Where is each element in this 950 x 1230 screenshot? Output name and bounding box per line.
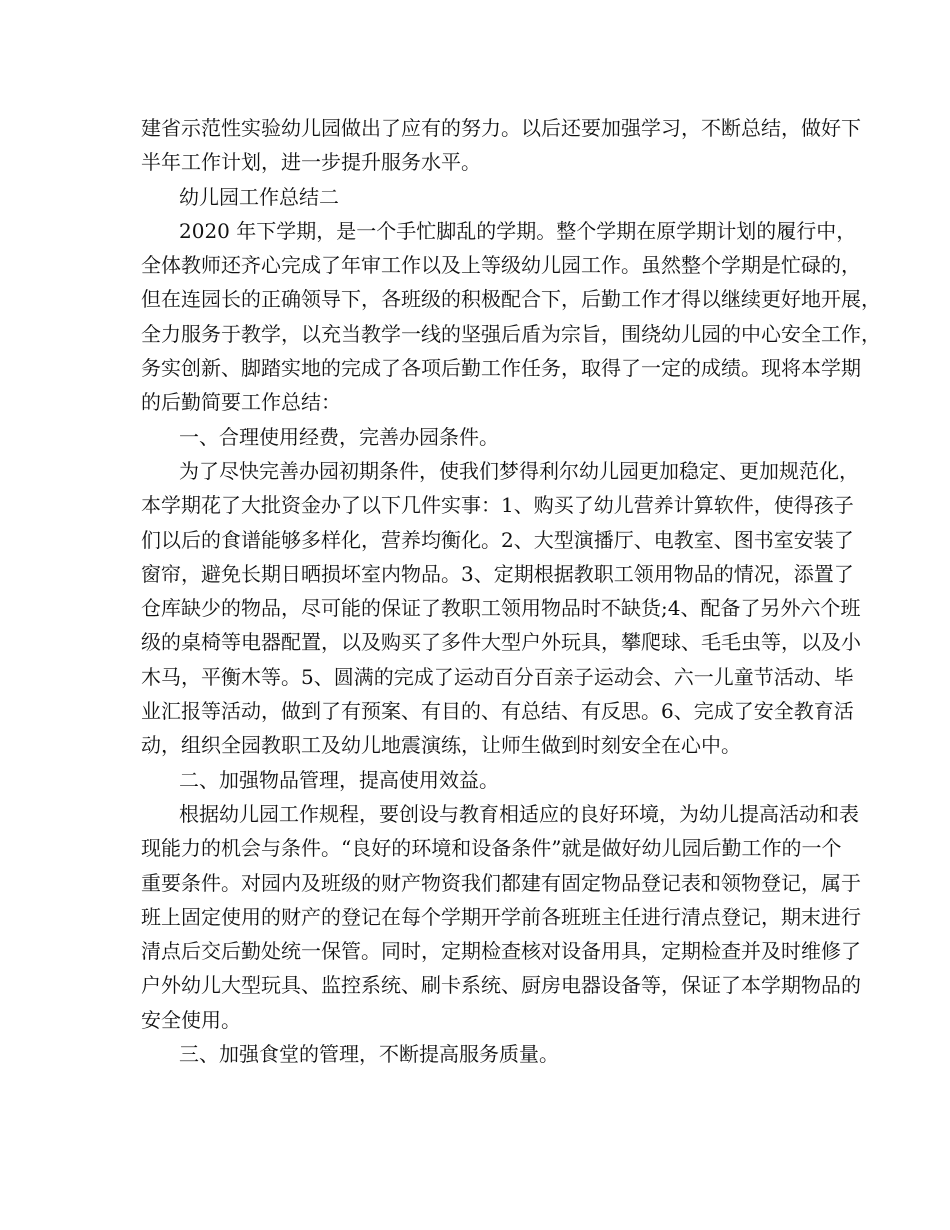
text-line: 业汇报等活动，做到了有预案、有目的、有总结、有反思。6、完成了安全教育活 [141,699,854,724]
text-line: 但在连园长的正确领导下，各班级的积极配合下，后勤工作才得以继续更好地开展， [141,287,881,312]
text-line: 清点后交后勤处统一保管。同时，定期检查核对设备用具，定期检查并及时维修了 [141,939,861,964]
text-line: 建省示范性实验幼儿园做出了应有的努力。以后还要加强学习，不断总结，做好下 [141,116,861,140]
text-line: 半年工作计划，进一步提升服务水平。 [141,150,481,175]
text-line: 户外幼儿大型玩具、监控系统、刷卡系统、厨房电器设备等，保证了本学期物品的 [141,973,861,998]
text-line: 安全使用。 [141,1007,241,1032]
text-line: 本学期花了大批资金办了以下几件实事：1、购买了幼儿营养计算软件，使得孩子 [141,493,854,518]
text-line: 的后勤简要工作总结： [141,390,341,415]
document-body [141,111,881,1071]
text-line: 重要条件。对园内及班级的财产物资我们都建有固定物品登记表和领物登记，属于 [141,870,861,895]
text-line: 2020 年下学期，是一个手忙脚乱的学期。整个学期在原学期计划的履行中， [179,218,857,243]
text-line: 根据幼儿园工作规程，要创设与教育相适应的良好环境，为幼儿提高活动和表 [179,801,859,826]
text-line: 一、合理使用经费，完善办园条件。 [179,424,499,449]
text-line: 二、加强物品管理，提高使用效益。 [179,767,499,792]
text-line: 仓库缺少的物品，尽可能的保证了教职工领用物品时不缺货;4、配备了另外六个班 [141,596,861,621]
text-line: 动，组织全园教职工及幼儿地震演练，让师生做到时刻安全在心中。 [141,733,741,758]
text-line: 现能力的机会与条件。“良好的环境和设备条件”就是做好幼儿园后勤工作的一个 [141,836,842,861]
text-line: 为了尽快完善办园初期条件，使我们梦得利尔幼儿园更加稳定、更加规范化， [179,458,859,483]
text-line: 们以后的食谱能够多样化，营养均衡化。2、大型演播厅、电教室、图书室安装了 [141,527,854,552]
text-line: 窗帘，避免长期日晒损坏室内物品。3、定期根据教职工领用物品的情况，添置了 [141,561,854,586]
text-line: 全体教师还齐心完成了年审工作以及上等级幼儿园工作。虽然整个学期是忙碌的， [141,253,861,278]
text-line: 班上固定使用的财产的登记在每个学期开学前各班班主任进行清点登记，期末进行 [141,904,861,929]
text-line: 木马，平衡木等。5、圆满的完成了运动百分百亲子运动会、六一儿童节活动、毕 [141,664,854,689]
text-line: 幼儿园工作总结二 [179,184,339,209]
text-line: 级的桌椅等电器配置，以及购买了多件大型户外玩具，攀爬球、毛毛虫等，以及小 [141,630,861,655]
text-line: 全力服务于教学，以充当教学一线的坚强后盾为宗旨，围绕幼儿园的中心安全工作， [141,321,881,346]
text-line: 务实创新、脚踏实地的完成了各项后勤工作任务，取得了一定的成绩。现将本学期 [141,356,861,381]
text-line: 三、加强食堂的管理，不断提高服务质量。 [179,1042,559,1067]
